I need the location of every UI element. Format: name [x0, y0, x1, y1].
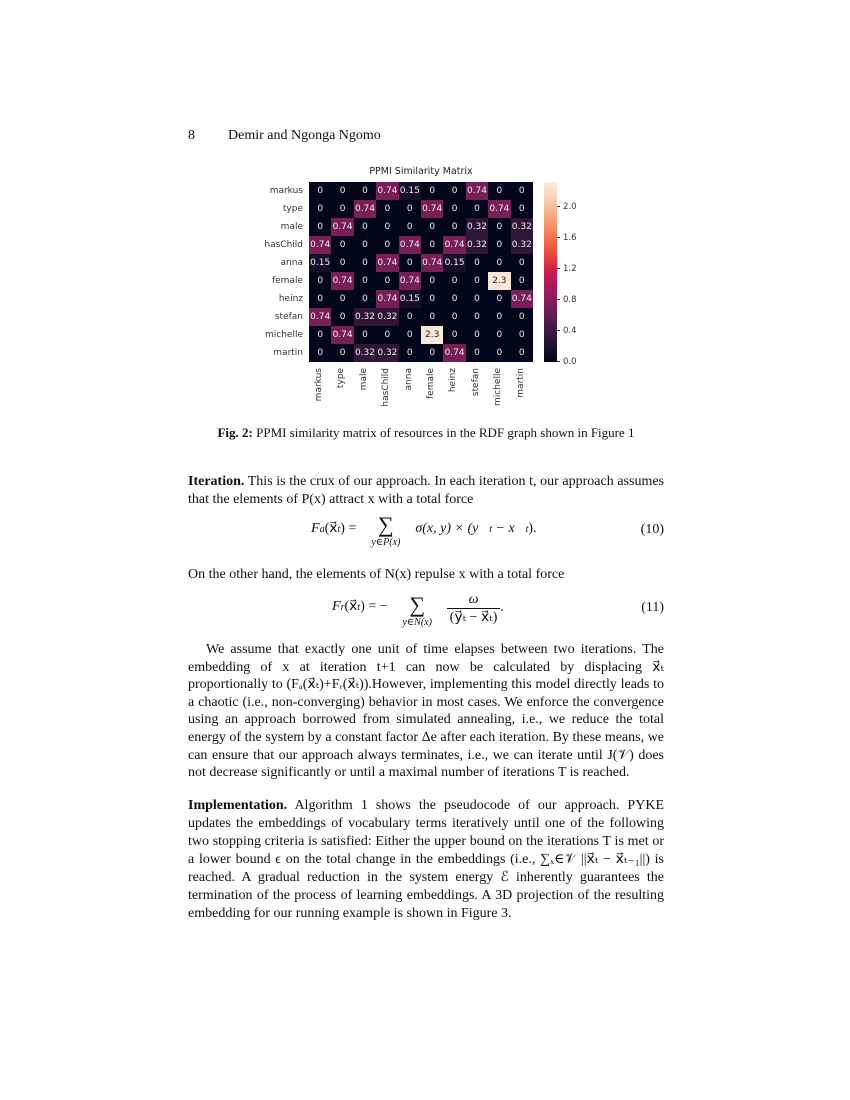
figure-caption [188, 425, 664, 441]
heatmap-cell: 0 [376, 218, 398, 236]
equation-11 [332, 592, 504, 630]
authors: Demir and Ngonga Ngomo [228, 128, 381, 143]
eq10-end: ). [528, 521, 537, 536]
heatmap-cell: 0.74 [399, 272, 421, 290]
iteration-text: This is the crux of our approach. In each iteration t, our approach assumes that the elements of P(x) attract x with a total force [188, 474, 664, 507]
heatmap-cell: 0 [466, 344, 488, 362]
heatmap-cell: 0 [376, 326, 398, 344]
heatmap-cell: 0.15 [399, 290, 421, 308]
heatmap-cell: 0 [488, 308, 510, 326]
heatmap-cell: 0.32 [466, 218, 488, 236]
row-label: martin [273, 348, 303, 358]
equation-10 [311, 512, 537, 550]
heatmap-cell: 0 [354, 218, 376, 236]
heatmap-cell: 0.74 [488, 200, 510, 218]
eq10-equals: ) = [340, 521, 360, 536]
heatmap-cell: 0 [421, 344, 443, 362]
heatmap-cell: 0 [511, 344, 533, 362]
implementation-heading: Implementation. [188, 798, 288, 813]
heatmap-cell: 0 [421, 236, 443, 254]
heatmap-cell: 0 [354, 290, 376, 308]
eq11-lhs: F [332, 599, 341, 614]
heatmap-cell: 0.74 [331, 272, 353, 290]
heatmap-cell: 0 [309, 344, 331, 362]
heatmap-cell: 0 [309, 218, 331, 236]
heatmap-cell: 0 [421, 308, 443, 326]
eq11-equals: ) = − [360, 599, 388, 614]
heatmap-cell: 0 [488, 344, 510, 362]
column-label: hasChild [381, 368, 392, 407]
heatmap-cell: 0 [309, 326, 331, 344]
column-label: markus [314, 368, 324, 402]
column-label: female [426, 368, 436, 400]
heatmap-cell: 0 [421, 290, 443, 308]
eq10-lhs-sub: a [319, 524, 325, 535]
heatmap-cell: 0 [354, 326, 376, 344]
heatmap-cell: 0 [331, 236, 353, 254]
heatmap-cell: 0 [443, 182, 465, 200]
heatmap-cell: 0 [309, 182, 331, 200]
heatmap-cell: 0.74 [376, 290, 398, 308]
heatmap-cell: 0 [488, 218, 510, 236]
heatmap-cell: 0 [331, 254, 353, 272]
heatmap-cell: 0 [488, 236, 510, 254]
heatmap-cell: 0 [331, 182, 353, 200]
caption-label: Fig. 2: [217, 425, 253, 440]
heatmap-cell: 0 [331, 344, 353, 362]
row-label: male [280, 222, 303, 232]
heatmap-cell: 0.32 [511, 236, 533, 254]
heatmap-cell: 0 [309, 272, 331, 290]
heatmap-cell: 0 [466, 326, 488, 344]
heatmap-cell: 0.74 [443, 344, 465, 362]
heatmap-cell: 0 [331, 290, 353, 308]
heatmap-cell: 0.74 [421, 254, 443, 272]
annealing-paragraph: We assume that exactly one unit of time elapses between two iterations. The embedding of x at iteration t+1 can now be calculated by displacing x⃗ₜ proportionally to (Fₐ(x⃗ₜ)+Fᵣ(x⃗ₜ)).However, implementing this model directly leads to a chaotic (i.e., non-converging) behavior in most cases. We enforce the convergence using an approach borrowed from simulated annealing, i.e., we reduce the total energy of the system by a constant factor Δe after each iteration. By these means, we can ensure that our approach always terminates, i.e., we can iterate until J(𝒱) does not decrease significantly or until a maximal number of iterations T is reached. [188, 642, 664, 781]
heatmap-cell: 0 [443, 272, 465, 290]
heatmap-cell: 0 [511, 326, 533, 344]
implementation-paragraph [188, 797, 664, 923]
row-label: stefan [274, 312, 303, 322]
eq10-arg: (x⃗ [324, 521, 338, 536]
heatmap-cell: 0 [331, 308, 353, 326]
column-label: stefan [470, 368, 481, 397]
heatmap-cell: 0 [399, 326, 421, 344]
repulse-paragraph: On the other hand, the elements of N(x) repulse x with a total force [188, 567, 565, 582]
iteration-paragraph [188, 473, 664, 509]
heatmap-cell: 0 [511, 200, 533, 218]
heatmap-cell: 0 [488, 326, 510, 344]
heatmap-cell: 0 [354, 254, 376, 272]
heatmap-cell: 0.15 [399, 182, 421, 200]
heatmap-cell: 2.3 [421, 326, 443, 344]
sum-symbol: ∑ [409, 592, 425, 617]
heatmap-cell: 0 [443, 290, 465, 308]
column-label: michelle [493, 368, 504, 406]
heatmap-cell: 0.32 [511, 218, 533, 236]
heatmap-cell: 0 [511, 182, 533, 200]
heatmap-cell: 0 [399, 218, 421, 236]
heatmap-cell: 0.74 [399, 236, 421, 254]
colorbar-tick: 0.4 [557, 326, 577, 336]
implementation-text: Algorithm 1 shows the pseudocode of our approach. PYKE updates the embeddings of vocabulary terms iteratively until one of the following two stopping criteria is satisfied: Either the upper bound on the iterations T is met or a lower bound ϵ on the total change in the embeddings (i.e., ∑ₓ∈𝒱 ||x⃗ₜ − x⃗ₜ₋₁||) is reached. A gradual reduction in the system energy ℰ inherently guarantees the termination of the process of learning embeddings. A 3D projection of the resulting embedding for our running example is shown in Figure 3. [188, 798, 664, 921]
column-label: type [336, 368, 347, 389]
column-label: male [358, 368, 369, 391]
heatmap-cell: 0 [466, 290, 488, 308]
heatmap-cell: 0 [443, 200, 465, 218]
heatmap-cell: 0.74 [376, 182, 398, 200]
heatmap-cell: 0 [488, 254, 510, 272]
row-label: markus [269, 186, 303, 196]
heatmap-cell: 0.32 [376, 344, 398, 362]
heatmap-cell: 0.32 [354, 308, 376, 326]
heatmap-cell: 0 [399, 344, 421, 362]
eq10-rhs: σ(x, y) × (y⃗ [415, 521, 490, 536]
heatmap-cell: 0 [376, 272, 398, 290]
eq10-mid: − x⃗ [492, 521, 526, 536]
heatmap-cell: 0 [443, 326, 465, 344]
heatmap-cell: 0.74 [421, 200, 443, 218]
equation-number-10: (10) [640, 522, 664, 537]
running-header [188, 128, 381, 144]
heatmap-cell: 0 [488, 182, 510, 200]
row-label: heinz [278, 294, 303, 304]
heatmap-cell: 0 [443, 308, 465, 326]
heatmap-cell: 0 [331, 200, 353, 218]
heatmap-cell: 0 [354, 236, 376, 254]
eq11-arg: (x⃗ [344, 599, 358, 614]
colorbar-tick: 2.0 [557, 202, 577, 212]
heatmap-cell: 0 [511, 272, 533, 290]
colorbar-tick: 0.0 [557, 357, 577, 367]
row-label: michelle [265, 330, 303, 340]
eq11-denominator: (y⃗ₜ − x⃗ₜ) [449, 610, 498, 625]
heatmap-cell: 0 [421, 218, 443, 236]
row-label: anna [280, 258, 303, 268]
colorbar-tick: 1.6 [557, 233, 577, 243]
heatmap-cell: 0 [354, 182, 376, 200]
eq11-t: t [357, 602, 361, 613]
heatmap-cell: 2.3 [488, 272, 510, 290]
eq11-lhs-sub: r [340, 602, 345, 613]
heatmap-cell: 0 [488, 290, 510, 308]
column-label: anna [403, 368, 414, 391]
heatmap-cell: 0 [376, 200, 398, 218]
heatmap-cell: 0 [511, 308, 533, 326]
eq10-lhs: F [311, 521, 320, 536]
column-label: martin [515, 368, 526, 398]
colorbar-tick: 1.2 [557, 264, 577, 274]
colorbar-tick: 0.8 [557, 295, 577, 305]
eq10-t: t [337, 524, 341, 535]
heatmap-cell: 0 [421, 182, 443, 200]
heatmap-cell: 0.74 [466, 182, 488, 200]
heatmap-cell: 0 [443, 218, 465, 236]
heatmap-cell: 0 [399, 308, 421, 326]
heatmap-cell: 0 [466, 254, 488, 272]
heatmap-cell: 0.74 [331, 218, 353, 236]
row-label: female [271, 276, 303, 286]
sum-symbol: ∑ [378, 512, 394, 537]
heatmap-grid [309, 182, 533, 362]
row-label: hasChild [264, 240, 303, 250]
heatmap-cell: 0.74 [511, 290, 533, 308]
heatmap-cell: 0.74 [376, 254, 398, 272]
heatmap-cell: 0 [421, 272, 443, 290]
eq10-t2: t [525, 524, 529, 535]
colorbar [544, 182, 557, 362]
caption-text: PPMI similarity matrix of resources in the RDF graph shown in Figure 1 [252, 425, 635, 440]
heatmap-cell: 0.32 [466, 236, 488, 254]
heatmap-cell: 0 [354, 272, 376, 290]
heatmap-cell: 0 [466, 272, 488, 290]
eq11-fraction [447, 592, 501, 626]
heatmap-cell: 0 [309, 200, 331, 218]
eq11-end: . [500, 600, 504, 615]
heatmap-cell: 0.32 [354, 344, 376, 362]
heatmap-cell: 0 [376, 236, 398, 254]
heatmap-cell: 0.74 [331, 326, 353, 344]
row-label: type [282, 204, 303, 214]
eq11-sum-sub: y∈N(x) [402, 617, 432, 628]
heatmap-cell: 0.15 [309, 254, 331, 272]
eq10-sum-sub: y∈P(x) [371, 537, 401, 548]
eq11-numerator: ω [447, 592, 501, 609]
heatmap-cell: 0.32 [376, 308, 398, 326]
column-label: heinz [448, 368, 459, 393]
eq10-t1: t [489, 524, 493, 535]
chart-title: PPMI Similarity Matrix [369, 166, 473, 177]
heatmap-cell: 0 [399, 254, 421, 272]
equation-number-11: (11) [641, 600, 664, 615]
heatmap-cell: 0.74 [309, 236, 331, 254]
heatmap-cell: 0 [399, 200, 421, 218]
heatmap-cell: 0 [511, 254, 533, 272]
heatmap-cell: 0.74 [309, 308, 331, 326]
iteration-heading: Iteration. [188, 474, 245, 489]
page-number: 8 [188, 128, 195, 143]
heatmap-cell: 0.15 [443, 254, 465, 272]
heatmap-cell: 0.74 [354, 200, 376, 218]
heatmap-cell: 0 [309, 290, 331, 308]
heatmap-cell: 0 [466, 200, 488, 218]
heatmap-cell: 0.74 [443, 236, 465, 254]
heatmap-cell: 0 [466, 308, 488, 326]
